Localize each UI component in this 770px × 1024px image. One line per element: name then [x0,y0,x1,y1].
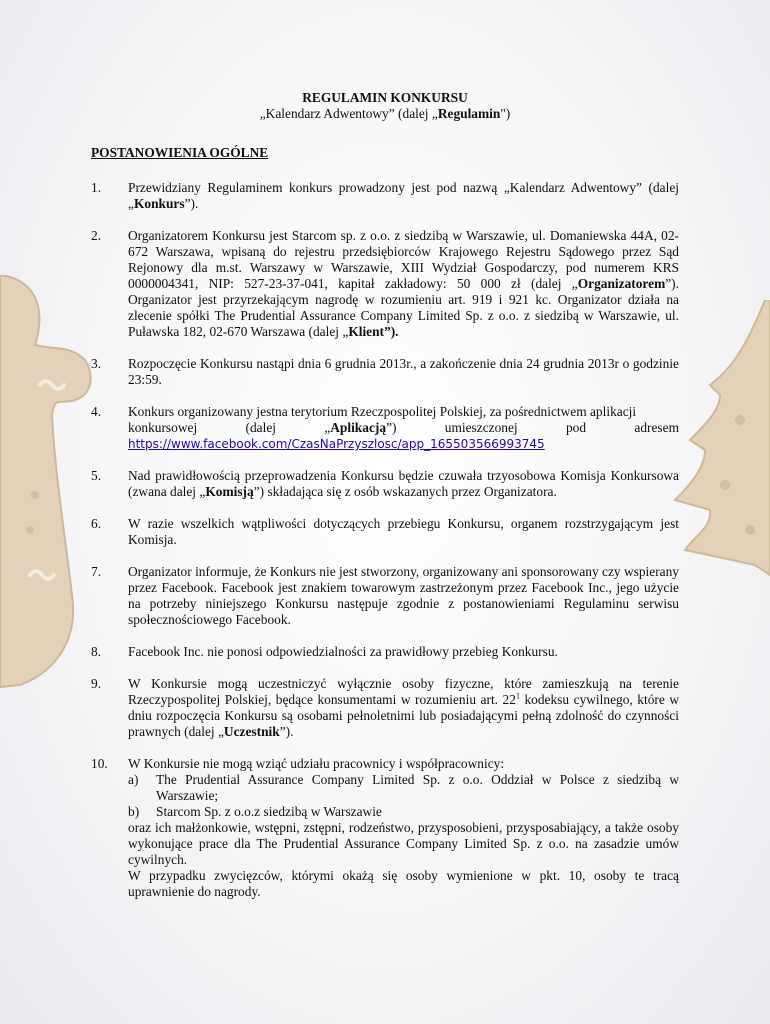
rule-text: Nad prawidłowością przeprowadzenia Konkursu będzie czuwała trzyosobowa Komisja Konkursowa (zwana dalej „Komisją”) składająca się z osób wskazanych przez Organizatora. [128,468,679,499]
sub-item-a: a) The Prudential Assurance Company Limited Sp. z o.o. Oddział w Polsce z siedzibą w Warszawie; [128,772,679,803]
app-link[interactable]: https://www.facebook.com/CzasNaPrzyszlosc/app_165503566993745 [128,437,545,451]
rule-number: 7. [91,564,102,579]
rule-text: W Konkursie mogą uczestniczyć wyłącznie osoby fizyczne, które zamieszkują na terenie Rzeczypospolitej Polskiej, będące konsumentami w rozumieniu art. $22^1$ kodeksu cywilnego, które w dniu rozpoczęcia Konkursu są osobami pełnoletnimi lub posiadającymi pełną zdolność do czynności prawnych (dalej „Uczestnik”). [128,676,679,739]
rule-item-6 [91,516,679,548]
rule-item-4 [91,404,679,452]
rule-number: 2. [91,228,102,243]
rule-number: 4. [91,404,102,419]
rule-text: Facebook Inc. nie ponosi odpowiedzialności za prawidłowy przebieg Konkursu. [128,644,558,659]
rules-list [91,180,679,900]
rule-text: W razie wszelkich wątpliwości dotyczących przebiegu Konkursu, organem rozstrzygającym jest Komisja. [128,516,679,547]
rule-text: Konkurs organizowany jestna terytorium Rzeczpospolitej Polskiej, za pośrednictwem aplikacji konkursowej (dalej „Aplikacją”) umieszczonej pod adresem https://www.facebook.com/CzasNaPrzyszlosc/app_165503566993745 [128,404,679,451]
rule-number: 3. [91,356,102,371]
rule-number: 8. [91,644,102,659]
rule-text: Rozpoczęcie Konkursu nastąpi dnia 6 grudnia 2013r., a zakończenie dnia 24 grudnia 2013r o godzinie 23:59. [128,356,679,387]
gingerbread-man-decoration [0,275,100,695]
rule-number: 6. [91,516,102,531]
rule-item-10 [91,756,679,900]
rule-text: W Konkursie nie mogą wziąć udziału pracownicy i współpracownicy: a) The Prudential Assurance Company Limited Sp. z o.o. Oddział w Polsce z siedzibą w Warszawie; b) Starcom Sp. z o.o.z siedzibą w Warszawie oraz ich małżonkowie, wstępni, zstępni, rodzeństwo, przysposobieni, przysposabiający, a także osoby wykonujące prace dla The Prudential Assurance Company Limited Sp. z o.o. na zasadzie umów cywilnych. W przypadku zwycięzców, którymi okażą się osoby wymienione w pkt. 10, osoby te tracą uprawnienie do nagrody. [128,756,679,899]
rule-item-2 [91,228,679,340]
rule-item-9 [91,676,679,740]
rule-item-3 [91,356,679,388]
rule-item-8 [91,644,679,660]
rule-text: Przewidziany Regulaminem konkurs prowadzony jest pod nazwą „Kalendarz Adwentowy” (dalej „Konkurs”). [128,180,679,211]
rule-text: Organizator informuje, że Konkurs nie jest stworzony, organizowany ani sponsorowany czy wspierany przez Facebook. Facebook jest znakiem towarowym zastrzeżonym przez Facebook Inc., jego użycie na potrzeby niniejszego Konkursu następuje zgodnie z postanowieniami Regulaminu serwisu społecznościowego Facebook. [128,564,679,627]
rule-number: 10. [91,756,108,771]
rule-number: 9. [91,676,102,691]
sub-item-b: b) Starcom Sp. z o.o.z siedzibą w Warszawie [128,804,382,819]
section-heading: POSTANOWIENIA OGÓLNE [91,145,269,160]
document-subtitle: „Kalendarz Adwentowy” (dalej „Regulamin") [259,106,511,121]
rule-number: 5. [91,468,102,483]
rule-item-1 [91,180,679,212]
regulation-document [91,90,679,916]
rule-number: 1. [91,180,102,195]
rule-item-5 [91,468,679,500]
rule-item-7 [91,564,679,628]
rule-text: Organizatorem Konkursu jest Starcom sp. z o.o. z siedzibą w Warszawie, ul. Domaniewska 44A, 02-672 Warszawa, wpisaną do rejestru przedsiębiorców Krajowego Rejestru Sądowego przez Sąd Rejonowy dla m.st. Warszawy w Warszawie, XIII Wydział Gospodarczy, pod numerem KRS 0000004341, NIP: 527-23-37-041, kapitał zakładowy: 50 000 zł (dalej „Organizatorem”). Organizator jest przyrzekającym nagrodę w rozumieniu art. 919 i 921 kc. Organizator działa na zlecenie spółki The Prudential Assurance Company Limited Sp. z o.o. z siedzibą w Warszawie, ul. Puławska 182, 02-670 Warszawa (dalej „Klient”). [128,228,679,339]
document-title: REGULAMIN KONKURSU [302,90,468,105]
